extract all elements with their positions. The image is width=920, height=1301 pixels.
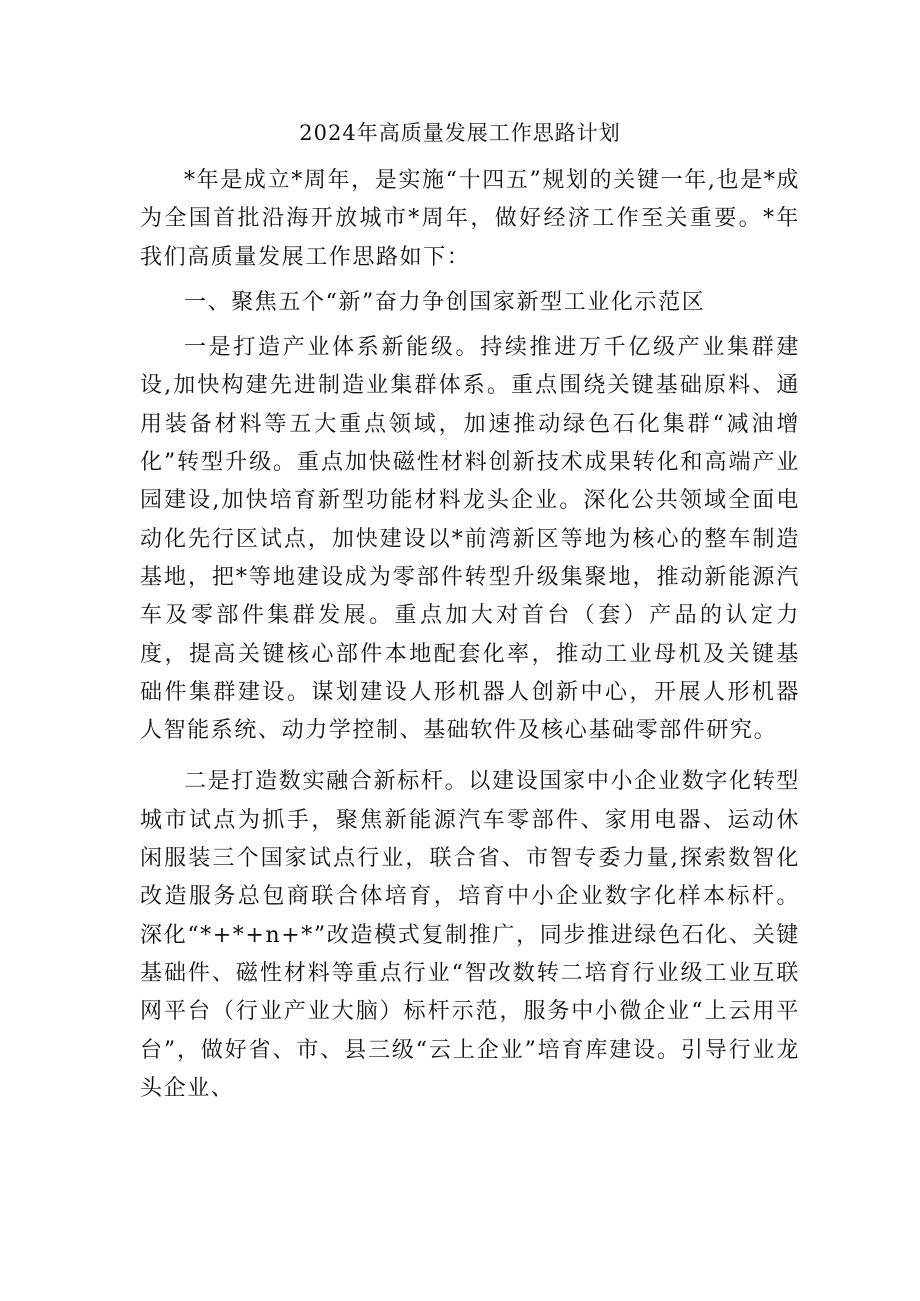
document-body: [140, 162, 800, 1108]
intro-paragraph: *年是成立*周年，是实施“十四五”规划的关键一年,也是*成为全国首批沿海开放城市*周年，做好经济工作至关重要。*年我们高质量发展工作思路如下：: [140, 168, 800, 270]
paragraph-industry-system: 一是打造产业体系新能级。持续推进万千亿级产业集群建设,加快构建先进制造业集群体系。重点围绕关键基础原料、通用装备材料等五大重点领域，加速推动绿色石化集群“减油增化”转型升级。重点加快磁性材料创新技术成果转化和高端产业园建设,加快培育新型功能材料龙头企业。深化公共领域全面电动化先行区试点，加快建设以*前湾新区等地为核心的整车制造基地，把*等地建设成为零部件转型升级集聚地，推动新能源汽车及零部件集群发展。重点加大对首台（套）产品的认定力度，提高关键核心部件本地配套化率，推动工业母机及关键基础件集群建设。谋划建设人形机器人创新中心，开展人形机器人智能系统、动力学控制、基础软件及核心基础零部件研究。: [140, 335, 800, 744]
paragraph-digital-integration: 二是打造数实融合新标杆。以建设国家中小企业数字化转型城市试点为抓手，聚焦新能源汽车零部件、家用电器、运动休闲服装三个国家试点行业，联合省、市智专委力量,探索数智化改造服务总包商联合体培育，培育中小企业数字化样本标杆。深化“*+*+n+*”改造模式复制推广，同步推进绿色石化、关键基础件、磁性材料等重点行业“智改数转二培育行业级工业互联网平台（行业产业大脑）标杆示范，服务中小微企业“上云用平台”，做好省、市、县三级“云上企业”培育库建设。引导行业龙头企业、: [140, 769, 800, 1101]
section-heading: 一、聚焦五个“新”奋力争创国家新型工业化示范区: [184, 289, 706, 315]
document-title: 2024年高质量发展工作思路计划: [299, 121, 621, 145]
